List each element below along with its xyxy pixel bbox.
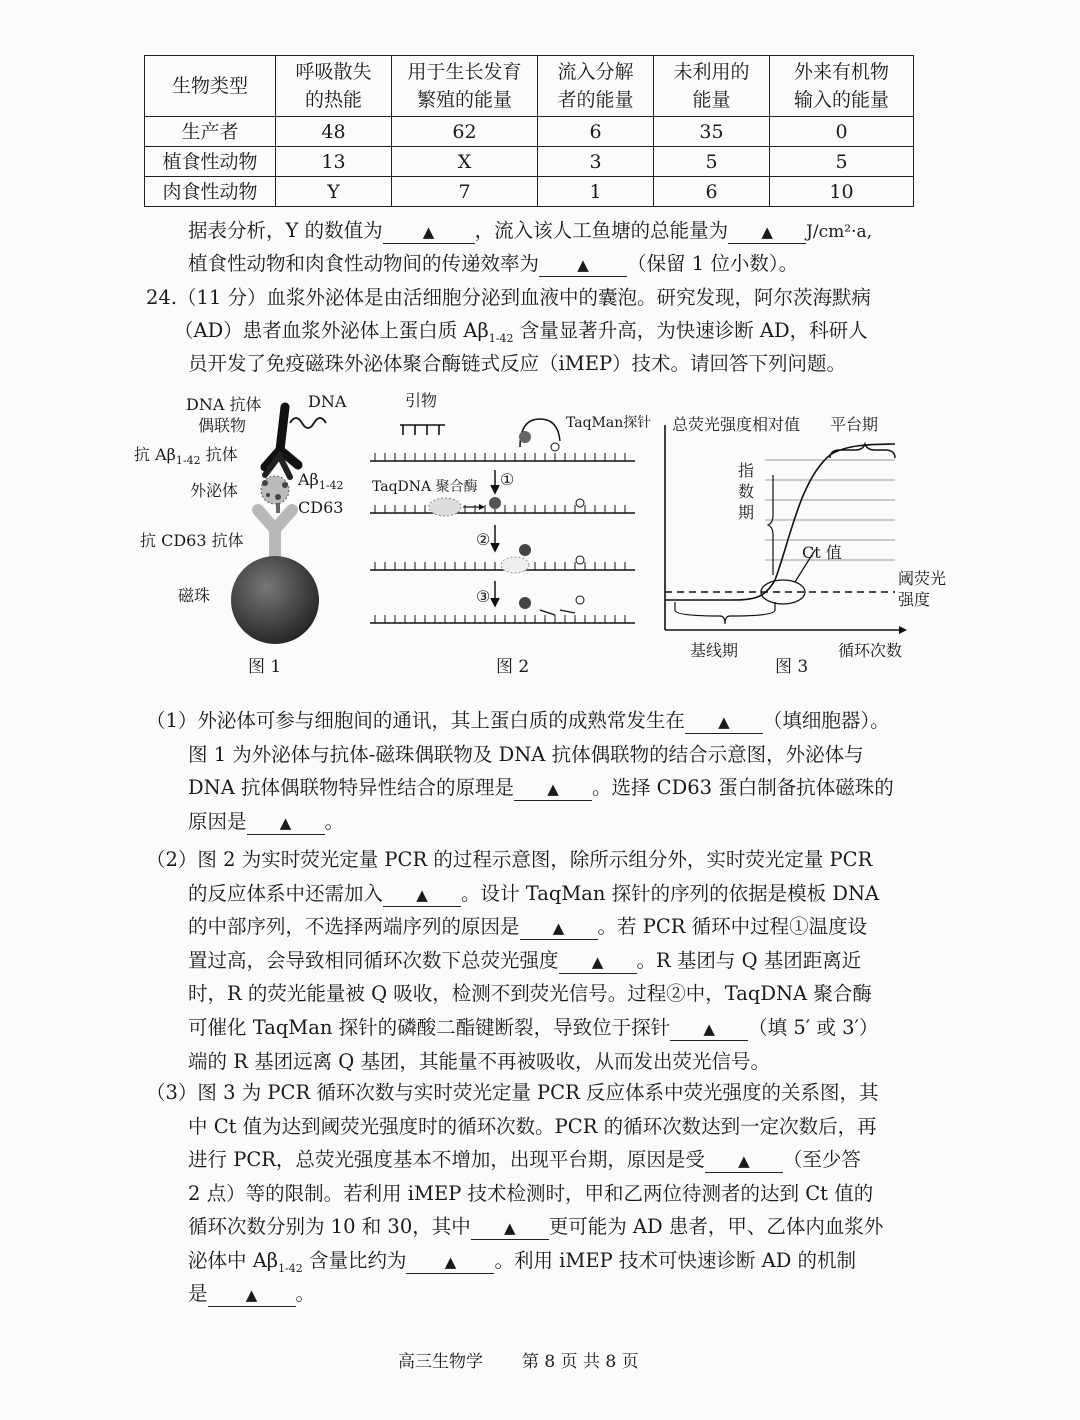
question-text: 2 点）等的限制。若利用 iMEP 技术检测时，甲和乙两位待测者的达到 Ct 值的	[188, 1181, 874, 1205]
table-cell: 0	[770, 117, 914, 147]
q23-text: ，流入该人工鱼塘的总能量为	[474, 219, 729, 242]
fig1-label-dna: DNA	[308, 392, 347, 411]
table-cell: 3	[538, 147, 654, 177]
answer-blank[interactable]: ▲	[705, 1149, 783, 1173]
fig3-label-y: 总荧光强度相对值	[672, 415, 801, 434]
table-row	[145, 147, 914, 177]
table-cell: 6	[538, 117, 654, 147]
question-line	[188, 1143, 861, 1176]
table-cell: Y	[276, 177, 392, 207]
table-header-cell: 外来有机物 输入的能量	[770, 56, 914, 117]
table-header-cell: 呼吸散失 的热能	[276, 56, 392, 117]
question-line	[188, 738, 864, 771]
fig2-step3: ③	[476, 587, 491, 606]
step-arrows	[491, 470, 499, 606]
table-cell: 62	[392, 117, 538, 147]
fig3-caption: 图 3	[775, 657, 809, 677]
fig1-label-bead: 磁珠	[178, 586, 211, 605]
fig1-label-ab: $A\beta_{1-42}$	[298, 470, 344, 493]
question-line	[188, 1110, 877, 1143]
fig1-label-anti-cd63: 抗 CD63 抗体	[140, 531, 244, 550]
question-line	[188, 977, 872, 1010]
fig1-label-dna-antibody: DNA 抗体	[186, 395, 262, 414]
unit-label: J/cm²·a,	[806, 222, 873, 242]
q24-intro-line3: 员开发了免疫磁珠外泌体聚合酶链式反应（iMEP）技术。请回答下列问题。	[188, 352, 847, 375]
table-cell: 48	[276, 117, 392, 147]
answer-blank[interactable]: ▲	[559, 950, 637, 974]
question-line	[188, 1011, 878, 1044]
fig2-step1: ①	[500, 470, 515, 489]
question-text: 端的 R 基团远离 Q 基团，其能量不再被吸收，从而发出荧光信号。	[188, 1049, 770, 1073]
question-text: （填细胞器）。	[762, 709, 890, 732]
answer-blank[interactable]: ▲	[247, 811, 325, 835]
answer-blank[interactable]: ▲	[685, 710, 763, 734]
q23-line2	[188, 247, 798, 280]
p3-line7: 是 ▲ 。	[188, 1282, 316, 1305]
table-header-cell: 未利用的 能量	[654, 56, 770, 117]
question-text: 循环次数分别为 10 和 30，其中	[188, 1215, 471, 1239]
question-text: 进行 PCR，总荧光强度基本不增加，出现平台期，原因是受	[188, 1148, 705, 1172]
answer-blank[interactable]: ▲	[383, 220, 475, 244]
q23-text: 植食性动物和肉食性动物间的传递效率为	[188, 252, 540, 275]
table-cell: 5	[654, 147, 770, 177]
fig2-label-primer: 引物	[405, 391, 438, 410]
question-text: 。设计 TaqMan 探针的序列的依据是模板 DNA	[461, 881, 880, 905]
question-line	[188, 805, 344, 838]
table-row	[145, 177, 914, 207]
question-text: （2）图 2 为实时荧光定量 PCR 的过程示意图，除所示组分外，实时荧光定量 PCR	[146, 848, 873, 871]
question-line	[146, 1076, 878, 1109]
question-line	[146, 843, 872, 876]
table-cell: 13	[276, 147, 392, 177]
table-header-cell: 用于生长发育 繁殖的能量	[392, 56, 538, 117]
q24-intro-line1: 24.（11 分）血浆外泌体是由活细胞分泌到血液中的囊泡。研究发现，阿尔茨海默病	[146, 286, 872, 309]
question-text: 时，R 的荧光能量被 Q 吸收，检测不到荧光信号。过程②中，TaqDNA 聚合酶	[188, 982, 872, 1006]
question-text: 。选择 CD63 蛋白制备抗体磁珠的	[591, 776, 894, 800]
q23-text: （保留 1 位小数）。	[627, 252, 799, 275]
anti-cd63-antibody-shape	[258, 510, 292, 557]
magnetic-bead-icon	[231, 556, 319, 644]
table-row	[145, 117, 914, 147]
answer-blank[interactable]: ▲	[728, 220, 806, 244]
fig2-label-polymerase: TaqDNA 聚合酶	[372, 479, 478, 495]
question-line	[146, 704, 890, 737]
question-line	[188, 910, 867, 943]
table-cell: 10	[770, 177, 914, 207]
question-text: 。	[324, 809, 345, 833]
table-cell: 肉食性动物	[145, 177, 276, 207]
question-line	[188, 1210, 883, 1243]
table-header-cell: 生物类型	[145, 56, 276, 117]
question-text: （至少答	[782, 1148, 861, 1172]
question-text: （填 5′ 或 3′）	[748, 1016, 879, 1039]
p3-line6: 泌体中 $A\beta_{1-42}$ 含量比约为 ▲ 。利用 iMEP 技术可快速诊断 AD 的机制	[188, 1249, 857, 1275]
fig3-label-ct: Ct 值	[802, 543, 842, 562]
footer-subject: 高三生物学	[398, 1352, 483, 1372]
table-cell: 植食性动物	[145, 147, 276, 177]
fig1-caption: 图 1	[248, 657, 282, 677]
fig3-label-plateau: 平台期	[830, 415, 879, 434]
energy-flow-table	[144, 55, 914, 207]
answer-blank[interactable]: ▲	[539, 253, 627, 277]
question-text: 。若 PCR 循环中过程①温度设	[597, 915, 868, 939]
question-line	[188, 1045, 770, 1078]
figure-3-chart	[655, 420, 910, 645]
footer-page: 第 8 页 共 8 页	[522, 1352, 639, 1372]
answer-blank[interactable]: ▲	[514, 777, 592, 801]
fig1-label-cd63: CD63	[298, 498, 344, 517]
table-header-row	[145, 56, 914, 117]
fig3-label-threshold: 阈荧光 强度	[898, 569, 947, 609]
question-text: 原因是	[188, 809, 247, 833]
fig2-caption: 图 2	[496, 657, 530, 677]
table-header-cell: 流入分解 者的能量	[538, 56, 654, 117]
q23-text: 据表分析，Y 的数值为	[188, 219, 383, 242]
answer-blank[interactable]: ▲	[383, 883, 461, 907]
question-text: 的中部序列，不选择两端序列的原因是	[188, 915, 520, 939]
fig1-label-anti-ab: 抗 $A\beta_{1-42}$ 抗体	[134, 445, 238, 468]
answer-blank[interactable]: ▲	[520, 916, 598, 940]
question-line	[188, 944, 861, 977]
q23-line1	[188, 214, 872, 249]
answer-blank[interactable]: ▲	[471, 1216, 549, 1240]
question-text: 更可能为 AD 患者，甲、乙体内血浆外	[548, 1215, 884, 1239]
fig2-step2: ②	[476, 530, 491, 549]
question-line	[188, 771, 894, 804]
question-text: DNA 抗体偶联物特异性结合的原理是	[188, 776, 514, 800]
polymerase-icon	[429, 498, 461, 516]
question-text: 。R 基团与 Q 基团距离近	[636, 948, 862, 972]
question-text: （1）外泌体可参与细胞间的通讯，其上蛋白质的成熟常发生在	[146, 709, 685, 732]
question-text: 中 Ct 值为达到阈荧光强度时的循环次数。PCR 的循环次数达到一定次数后，再	[188, 1114, 877, 1138]
answer-blank[interactable]: ▲	[208, 1283, 296, 1307]
question-text: 的反应体系中还需加入	[188, 881, 384, 905]
question-text: 置过高，会导致相同循环次数下总荧光强度	[188, 948, 559, 972]
question-line	[188, 877, 879, 910]
table-cell: 35	[654, 117, 770, 147]
table-cell: 6	[654, 177, 770, 207]
dna-strand-icon	[290, 418, 326, 428]
table-cell: 1	[538, 177, 654, 207]
fig3-label-baseline: 基线期	[690, 641, 739, 660]
fig3-label-x: 循环次数	[838, 641, 903, 660]
table-cell: X	[392, 147, 538, 177]
q24-intro-line2: （AD）患者血浆外泌体上蛋白质 $A\beta_{1-42}$ 含量显著升高，为快速诊断 AD，科研人	[174, 319, 868, 345]
fig1-label-exosome: 外泌体	[190, 481, 239, 500]
question-line	[188, 1177, 873, 1210]
question-text: 可催化 TaqMan 探针的磷酸二酯键断裂，导致位于探针	[188, 1016, 671, 1039]
question-text: （3）图 3 为 PCR 循环次数与实时荧光定量 PCR 反应体系中荧光强度的关系图，其	[146, 1081, 879, 1104]
fluorescence-curve	[665, 444, 895, 600]
fig1-label-conjugate: 偶联物	[198, 416, 247, 435]
question-text: 图 1 为外泌体与抗体-磁珠偶联物及 DNA 抗体偶联物的结合示意图，外泌体与	[188, 742, 864, 766]
fig2-label-probe: TaqMan探针	[566, 415, 652, 431]
answer-blank[interactable]: ▲	[406, 1250, 494, 1274]
table-cell: 7	[392, 177, 538, 207]
table-cell: 生产者	[145, 117, 276, 147]
table-cell: 5	[770, 147, 914, 177]
fig3-label-exp: 指 数 期	[738, 461, 755, 522]
answer-blank[interactable]: ▲	[670, 1017, 748, 1041]
